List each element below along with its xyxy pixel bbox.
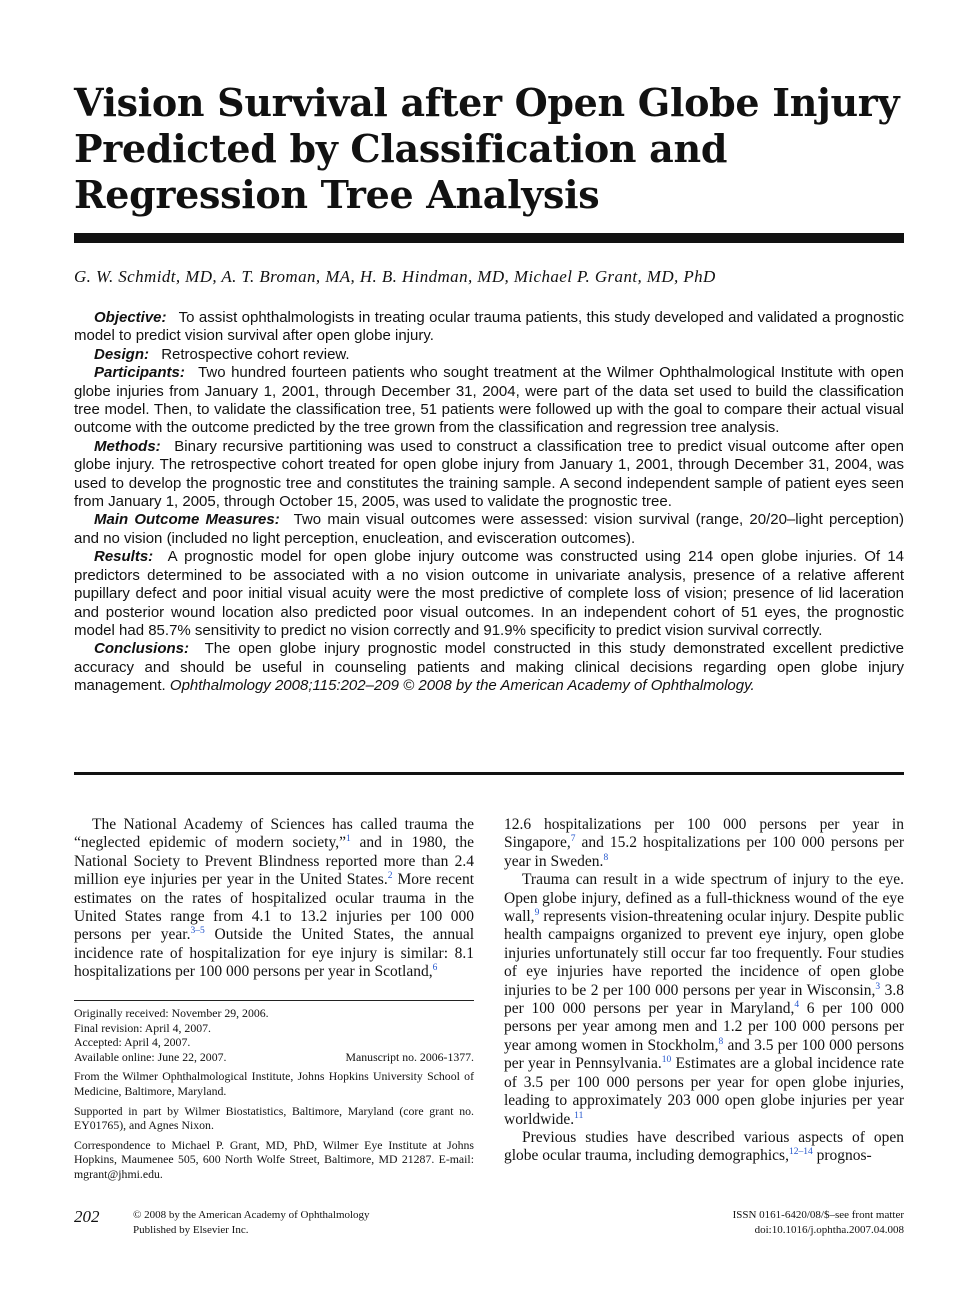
abstract-objective	[74, 309, 904, 346]
title-rule	[74, 233, 904, 243]
results-label: Results:	[94, 548, 154, 566]
outcome-text: Two main visual outcomes were assessed: vision survival (range, 20/20–light perception) and no vision (included no light perception, enucleation, and evisceration outcomes).	[74, 511, 904, 547]
copyright-line: © 2008 by the American Academy of Ophthalmology	[133, 1209, 370, 1221]
abstract-outcome	[74, 511, 904, 548]
correspondence: Correspondence to Michael P. Grant, MD, PhD, Wilmer Eye Institute at Johns Hopkins, Maumenee 505, 600 North Wolfe Street, Baltimore, MD 21287. E-mail: mgrant@jhmi.edu.	[74, 1137, 474, 1181]
body-text: More recent estimates on the rates of hospitalized ocular trauma in the United States range from 4.1 to 13.2 injuries per 100 000 persons per year.	[74, 871, 474, 944]
reference-link[interactable]: 11	[574, 1110, 584, 1121]
footer-copyright	[133, 1208, 370, 1238]
received-date: Originally received: November 29, 2006.	[74, 1006, 269, 1020]
body-paragraph	[74, 816, 474, 982]
reference-link[interactable]: 2	[387, 871, 393, 882]
participants-label: Participants:	[94, 364, 185, 382]
abstract-rule	[74, 772, 904, 775]
reference-link[interactable]: 8	[603, 852, 609, 863]
reference-link[interactable]: 3–5	[190, 926, 205, 937]
body-column-left	[74, 816, 474, 982]
methods-label: Methods:	[94, 437, 161, 455]
conclusions-text: The open globe injury prognostic model constructed in this study demonstrated excellent predictive accuracy and should be useful in counseling patients and making clinical decisions regarding open globe injury management.	[74, 640, 904, 695]
abstract-methods	[74, 438, 904, 512]
author-list: G. W. Schmidt, MD, A. T. Broman, MA, H. B. Hindman, MD, Michael P. Grant, MD, PhD	[74, 267, 716, 286]
body-text: Estimates are a global incidence rate of 3.5 per 100 000 persons per year for open globe injuries, leading to approximately 203 000 open globe injuries per year worldwide.	[504, 1055, 904, 1128]
body-column-right	[504, 816, 904, 1166]
body-text: represents vision-threatening ocular injury. Despite public health campaigns organized to prevent eye injury, open globe injuries unfortunately still occur far too frequently. Four studies of eye injuries have reported the incidence of open globe injuries to be 2 per 100 000 persons per year in Wisconsin,	[504, 908, 904, 999]
abstract-conclusions	[74, 640, 904, 695]
footer-identifiers	[733, 1208, 904, 1238]
affiliation: From the Wilmer Ophthalmological Institute, Johns Hopkins University School of Medicine, Baltimore, Maryland.	[74, 1069, 474, 1098]
outcome-label: Main Outcome Measures:	[94, 511, 280, 529]
journal-citation: Ophthalmology 2008;115:202–209 © 2008 by the American Academy of Ophthalmology.	[169, 677, 755, 695]
body-paragraph	[504, 816, 904, 871]
results-text: A prognostic model for open globe injury outcome was constructed using 214 open globe injuries. Of 14 predictors determined to be associated with a no vision outcome in univariate analysis, presence of a relative afferent pupillary defect and poor initial visual acuity were the most predictive of complete loss of vision; presence of lid laceration and posterior wound location also predicted poor visual outcomes. In an independent cohort of 51 eyes, the prognostic model had 85.7% sensitivity to predict no vision correctly and 91.9% specificity to predict vision survival correctly.	[74, 548, 905, 639]
reference-link[interactable]: 3	[875, 981, 881, 992]
abstract-design	[74, 346, 904, 364]
design-text: Retrospective cohort review.	[161, 345, 350, 363]
reference-link[interactable]: 8	[718, 1036, 724, 1047]
body-paragraph	[504, 871, 904, 1129]
accepted-date: Accepted: April 4, 2007.	[74, 1035, 191, 1050]
article-title: Vision Survival after Open Globe Injury Predicted by Classification and Regression Tree Analysis	[74, 80, 900, 217]
publisher-line: Published by Elsevier Inc.	[133, 1224, 249, 1236]
conclusions-label: Conclusions:	[94, 640, 190, 658]
objective-label: Objective:	[94, 309, 167, 326]
participants-text: Two hundred fourteen patients who sought treatment at the Wilmer Ophthalmological Institute with open globe injuries from January 1, 2001, through December 31, 2004, were part of the data set used to build the classification tree model. Then, to validate the classification tree, 51 patients were followed up with the goal to compare their actual visual outcome with the outcome predicted by the tree grown from the classification and regression tree analysis.	[74, 364, 905, 437]
body-text: and 3.5 per 100 000 persons per year in Pennsylvania.	[504, 1036, 905, 1073]
body-text: and 15.2 hospitalizations per 100 000 persons per year in Sweden.	[504, 834, 904, 870]
body-paragraph	[504, 1129, 904, 1166]
body-text: 3.8 per 100 000 persons per year in Maryland,	[504, 981, 904, 1018]
footnotes	[74, 1006, 474, 1187]
funding: Supported in part by Wilmer Biostatistics, Baltimore, Maryland (core grant no. EY01765), and Agnes Nixon.	[74, 1103, 474, 1133]
issn: ISSN 0161-6420/08/$–see front matter	[732, 1209, 904, 1221]
body-text: Previous studies have described various aspects of open globe ocular trauma, including demographics,	[504, 1128, 904, 1165]
footnote-rule	[74, 1000, 474, 1001]
abstract-participants	[74, 364, 904, 438]
reference-link[interactable]: 9	[534, 907, 540, 918]
body-text: Outside the United States, the annual incidence rate of hospitalization for eye injury is similar: 8.1 hospitalizations per 100 000 persons per year in Scotland,	[74, 926, 474, 981]
abstract-results	[74, 548, 904, 640]
reference-link[interactable]: 12–14	[788, 1147, 813, 1158]
doi-link[interactable]: doi:10.1016/j.ophtha.2007.04.008	[754, 1224, 904, 1236]
body-text: 6 per 100 000 persons per year among men and 1.2 per 100 000 persons per year among women in Stockholm,	[504, 1000, 904, 1054]
body-text: Trauma can result in a wide spectrum of injury to the eye. Open globe injury, defined as a full-thickness wound of the eye wall,	[504, 871, 904, 926]
body-text: and in 1980, the National Society to Prevent Blindness reported more than 2.4 million eye injuries per year in the United States.	[74, 834, 475, 889]
page-number: 202	[74, 1207, 100, 1226]
body-text: 12.6 hospitalizations per 100 000 persons per year in Singapore,	[504, 816, 904, 852]
online-date: Available online: June 22, 2007.	[74, 1049, 227, 1064]
reference-link[interactable]: 4	[794, 999, 800, 1010]
online-row	[74, 1050, 474, 1065]
reference-link[interactable]: 1	[346, 834, 351, 845]
body-text: prognos-	[812, 1147, 872, 1165]
reference-link[interactable]: 7	[570, 834, 576, 845]
methods-text: Binary recursive partitioning was used to construct a classification tree to predict visual outcome after open globe injury. The retrospective cohort treated for open globe injury from January 1, 2001, through December 31, 2004, was used to develop the prognostic tree and constitutes the training sample. A second independent sample of patient eyes seen from January 1, 2005, through October 15, 2005, was used to validate the prognostic tree.	[74, 437, 904, 511]
objective-text: To assist ophthalmologists in treating ocular trauma patients, this study developed and validated a prognostic model to predict vision survival after open globe injury.	[74, 309, 904, 345]
body-text: The National Academy of Sciences has called trauma the “neglected epidemic of modern society,”	[74, 816, 474, 852]
abstract	[74, 309, 904, 696]
reference-link[interactable]: 10	[661, 1055, 672, 1066]
design-label: Design:	[94, 345, 150, 363]
revision-date: Final revision: April 4, 2007.	[74, 1020, 211, 1035]
reference-link[interactable]: 6	[432, 963, 438, 974]
manuscript-number: Manuscript no. 2006-1377.	[345, 1049, 474, 1064]
